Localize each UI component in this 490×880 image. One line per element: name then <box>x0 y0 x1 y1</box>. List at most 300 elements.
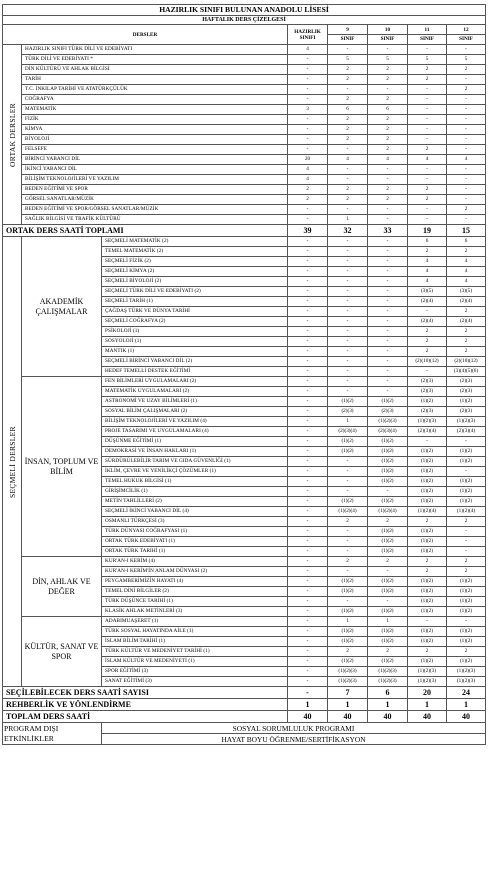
value-cell: - <box>288 257 328 267</box>
value-cell: - <box>288 215 328 225</box>
ortak-row <box>3 215 486 225</box>
value-cell: 2 <box>408 347 447 357</box>
value-cell: - <box>368 277 408 287</box>
value-cell: (1)(2)(4) <box>368 507 408 517</box>
program-disi-item: SOSYAL SORUMLULUK PROGRAMI <box>102 723 486 734</box>
value-cell: 2 <box>408 185 447 195</box>
value-cell: (1)(2) <box>408 577 447 587</box>
value-cell: - <box>408 85 447 95</box>
value-cell: (1)(2) <box>368 587 408 597</box>
value-cell: 4 <box>408 257 447 267</box>
value-cell: - <box>368 175 408 185</box>
value-cell: - <box>328 337 368 347</box>
value-cell: 5 <box>408 55 447 65</box>
course-name: T.C. İNKILAP TARİHİ VE ATATÜRKÇÜLÜK <box>22 85 288 95</box>
value-cell: - <box>328 145 368 155</box>
value-cell: - <box>288 357 328 367</box>
program-disi-item: HAYAT BOYU ÖĞRENME/SERTİFİKASYON <box>102 734 486 745</box>
value-cell: 2 <box>408 195 447 205</box>
value-cell: (1)(2) <box>328 607 368 617</box>
value-cell: (1)(2) <box>447 587 486 597</box>
value-cell: (1)(2) <box>447 487 486 497</box>
value-cell: 2 <box>368 115 408 125</box>
course-name: SEÇMELİ MATEMATİK (2) <box>102 237 288 247</box>
value-cell: (1)(2) <box>368 547 408 557</box>
ortak-row <box>3 165 486 175</box>
value-cell: 2 <box>447 567 486 577</box>
value-cell: (1)(2) <box>408 637 447 647</box>
value-cell: - <box>368 317 408 327</box>
value-cell: 2 <box>288 195 328 205</box>
value-cell: - <box>288 667 328 677</box>
summary-cell: 40 <box>408 711 447 723</box>
ortak-row <box>3 55 486 65</box>
value-cell: (1)(2)(3) <box>408 417 447 427</box>
course-name: DEMOKRASİ VE İNSAN HAKLARI (1) <box>102 447 288 457</box>
value-cell: - <box>447 467 486 477</box>
value-cell: - <box>288 677 328 687</box>
ortak-row <box>3 185 486 195</box>
value-cell: - <box>288 617 328 627</box>
value-cell: (1)(2) <box>408 627 447 637</box>
program-disi-row <box>3 723 486 734</box>
value-cell: (1)(2) <box>447 597 486 607</box>
sinif-label: SINIF <box>447 35 486 45</box>
value-cell: - <box>288 407 328 417</box>
course-name: TÜRK DÜŞÜNCE TARİHİ (1) <box>102 597 288 607</box>
value-cell: (1)(2) <box>447 607 486 617</box>
ortak-row <box>3 125 486 135</box>
value-cell: (1)(2) <box>408 607 447 617</box>
value-cell: 2 <box>408 75 447 85</box>
value-cell: - <box>288 427 328 437</box>
value-cell: (1)(2) <box>368 577 408 587</box>
value-cell: - <box>288 507 328 517</box>
value-cell: - <box>288 517 328 527</box>
value-cell: - <box>368 237 408 247</box>
value-cell: 2 <box>447 205 486 215</box>
course-name: SEÇMELİ TÜRK DİLİ VE EDEBİYATI (2) <box>102 287 288 297</box>
value-cell: (3)(4)(5)(6) <box>447 367 486 377</box>
value-cell: (1)(2) <box>447 397 486 407</box>
value-cell: - <box>368 347 408 357</box>
value-cell: (1)(2) <box>447 657 486 667</box>
value-cell: - <box>368 487 408 497</box>
course-name: FELSEFE <box>22 145 288 155</box>
value-cell: (1)(2) <box>408 477 447 487</box>
course-name: SEÇMELİ BİYOLOJİ (2) <box>102 277 288 287</box>
value-cell: - <box>328 457 368 467</box>
course-name: GİRİŞİMCİLİK (1) <box>102 487 288 497</box>
course-name: TÜRK DÜNYASI COĞRAFYASI (1) <box>102 527 288 537</box>
value-cell: (1)(2) <box>368 437 408 447</box>
value-cell: - <box>288 267 328 277</box>
value-cell: 3 <box>288 105 328 115</box>
value-cell: - <box>408 205 447 215</box>
course-name: FİZİK <box>22 115 288 125</box>
course-name: DÜŞÜNME EĞİTİMİ (1) <box>102 437 288 447</box>
value-cell: (1)(2) <box>328 437 368 447</box>
value-cell: (1)(2) <box>447 477 486 487</box>
value-cell: - <box>447 185 486 195</box>
value-cell: - <box>288 55 328 65</box>
summary-cell: 1 <box>447 699 486 711</box>
value-cell: - <box>328 237 368 247</box>
value-cell: - <box>447 547 486 557</box>
course-name: TÜRK SOSYAL HAYATINDA AİLE (1) <box>102 627 288 637</box>
value-cell: (1)(2) <box>368 477 408 487</box>
course-name: TÜRK KÜLTÜR VE MEDENİYET TARİHİ (1) <box>102 647 288 657</box>
value-cell: - <box>328 247 368 257</box>
value-cell: (1)(2) <box>447 497 486 507</box>
ortak-row <box>3 205 486 215</box>
value-cell: - <box>447 125 486 135</box>
value-cell: 4 <box>408 267 447 277</box>
value-cell: - <box>328 527 368 537</box>
course-name: MANTIK (1) <box>102 347 288 357</box>
value-cell: - <box>328 277 368 287</box>
value-cell: 1 <box>328 417 368 427</box>
course-name: KUR'AN-I KERİM'İN ANLAM DÜNYASI (2) <box>102 567 288 577</box>
summary-cell: 40 <box>288 711 328 723</box>
summary-row <box>3 699 486 711</box>
value-cell: (1)(2)(4) <box>328 507 368 517</box>
total-cell: 15 <box>447 225 486 237</box>
course-name: ORTAK TÜRK EDEBİYATI (1) <box>102 537 288 547</box>
value-cell: 2 <box>447 517 486 527</box>
value-cell: 2 <box>368 647 408 657</box>
ortak-row <box>3 115 486 125</box>
value-cell: (1)(2)(3) <box>368 677 408 687</box>
title-row <box>3 5 486 16</box>
value-cell: (2)(3) <box>328 407 368 417</box>
value-cell: (1)(2) <box>408 467 447 477</box>
value-cell: - <box>447 135 486 145</box>
value-cell: (1)(2) <box>368 457 408 467</box>
ortak-row <box>3 85 486 95</box>
secmeli-row <box>3 377 486 387</box>
value-cell: 2 <box>328 557 368 567</box>
value-cell: - <box>368 327 408 337</box>
value-cell: - <box>288 527 328 537</box>
ortak-row <box>3 145 486 155</box>
summary-cell: 6 <box>368 687 408 699</box>
value-cell: - <box>288 477 328 487</box>
value-cell: 2 <box>368 557 408 567</box>
value-cell: (2)(4) <box>447 317 486 327</box>
ortak-row <box>3 65 486 75</box>
value-cell: 2 <box>447 647 486 657</box>
value-cell: 5 <box>447 55 486 65</box>
summary-cell: 20 <box>408 687 447 699</box>
course-name: SOSYOLOJİ (1) <box>102 337 288 347</box>
program-disi-label: PROGRAM DIŞI ETKİNLİKLER <box>3 723 102 745</box>
course-name: KUR'AN-I KERİM (4) <box>102 557 288 567</box>
value-cell: - <box>447 617 486 627</box>
value-cell: - <box>288 125 328 135</box>
value-cell: - <box>368 287 408 297</box>
value-cell: 2 <box>328 185 368 195</box>
course-name: SEÇMELİ FİZİK (2) <box>102 257 288 267</box>
summary-cell: 1 <box>288 699 328 711</box>
value-cell: - <box>288 297 328 307</box>
value-cell: - <box>328 367 368 377</box>
value-cell: (2)(3) <box>447 407 486 417</box>
value-cell: (2)(3)(4) <box>328 427 368 437</box>
value-cell: - <box>328 387 368 397</box>
value-cell: 2 <box>328 195 368 205</box>
value-cell: (1)(2) <box>328 587 368 597</box>
value-cell: 4 <box>447 267 486 277</box>
value-cell: - <box>288 65 328 75</box>
value-cell: - <box>408 125 447 135</box>
value-cell: 6 <box>447 237 486 247</box>
course-name: ÇAĞDAŞ TÜRK VE DÜNYA TARİHİ <box>102 307 288 317</box>
grade-header: 12 <box>447 25 486 35</box>
value-cell: - <box>288 287 328 297</box>
value-cell: 2 <box>447 65 486 75</box>
value-cell: 2 <box>328 647 368 657</box>
course-name: BEDEN EĞİTİMİ VE SPOR <box>22 185 288 195</box>
value-cell: - <box>288 307 328 317</box>
value-cell: - <box>328 597 368 607</box>
course-name: BİLİŞİM TEKNOLOJİLERİ VE YAZILIM (4) <box>102 417 288 427</box>
value-cell: - <box>408 105 447 115</box>
subtitle-row <box>3 16 486 25</box>
value-cell: - <box>328 327 368 337</box>
value-cell: (1)(2) <box>328 497 368 507</box>
summary-cell: 7 <box>328 687 368 699</box>
value-cell: - <box>328 477 368 487</box>
value-cell: - <box>328 267 368 277</box>
value-cell: - <box>368 567 408 577</box>
course-name: SEÇMELİ BİRİNCİ YABANCI DİL (2) <box>102 357 288 367</box>
secmeli-row <box>3 617 486 627</box>
value-cell: (2)(3)(4) <box>408 427 447 437</box>
value-cell: 4 <box>447 277 486 287</box>
value-cell: 2 <box>288 185 328 195</box>
course-name: TARİH <box>22 75 288 85</box>
value-cell: - <box>288 487 328 497</box>
value-cell: (1)(2)(3) <box>408 667 447 677</box>
value-cell: 2 <box>408 145 447 155</box>
value-cell: (1)(2)(4) <box>447 507 486 517</box>
value-cell: - <box>328 357 368 367</box>
secmeli-row <box>3 557 486 567</box>
secmeli-row <box>3 237 486 247</box>
value-cell: 4 <box>447 257 486 267</box>
value-cell: (2)(3) <box>447 387 486 397</box>
value-cell: (1)(2) <box>447 627 486 637</box>
value-cell: (1)(2) <box>368 527 408 537</box>
value-cell: - <box>328 297 368 307</box>
value-cell: - <box>288 237 328 247</box>
page-title: HAZIRLIK SINIFI BULUNAN ANADOLU LİSESİ <box>3 5 486 16</box>
value-cell: 2 <box>408 247 447 257</box>
course-name: BEDEN EĞİTİMİ VE SPOR/GÖRSEL SANATLAR/MÜZİK <box>22 205 288 215</box>
value-cell: - <box>328 347 368 357</box>
sinif-label: SINIF <box>328 35 368 45</box>
course-name: ASTRONOMİ VE UZAY BİLİMLERİ (1) <box>102 397 288 407</box>
value-cell: 2 <box>447 327 486 337</box>
value-cell: - <box>368 367 408 377</box>
value-cell: (2)(3) <box>447 377 486 387</box>
value-cell: - <box>288 337 328 347</box>
value-cell: 2 <box>368 75 408 85</box>
value-cell: - <box>408 135 447 145</box>
value-cell: - <box>447 215 486 225</box>
ortak-row <box>3 105 486 115</box>
subgroup-label: DİN, AHLAK VE DEĞER <box>22 557 102 617</box>
value-cell: 2 <box>368 125 408 135</box>
value-cell: - <box>288 597 328 607</box>
course-name: PEYGAMBERİMİZİN HAYATI (4) <box>102 577 288 587</box>
value-cell: - <box>288 457 328 467</box>
value-cell: 2 <box>408 517 447 527</box>
summary-cell: 40 <box>368 711 408 723</box>
value-cell: 6 <box>408 237 447 247</box>
value-cell: - <box>328 257 368 267</box>
course-name: COĞRAFYA <box>22 95 288 105</box>
value-cell: - <box>408 307 447 317</box>
value-cell: 2 <box>368 517 408 527</box>
value-cell: - <box>447 437 486 447</box>
subgroup-label: AKADEMİK ÇALIŞMALAR <box>22 237 102 377</box>
subgroup-label: KÜLTÜR, SANAT VE SPOR <box>22 617 102 687</box>
value-cell: (1)(2) <box>408 447 447 457</box>
ortak-row <box>3 135 486 145</box>
course-name: GÖRSEL SANATLAR/MÜZİK <box>22 195 288 205</box>
course-name: BİRİNCİ YABANCI DİL <box>22 155 288 165</box>
value-cell: - <box>328 85 368 95</box>
value-cell: 4 <box>288 165 328 175</box>
value-cell: 2 <box>447 307 486 317</box>
course-name: TEMEL HUKUK BİLGİSİ (1) <box>102 477 288 487</box>
value-cell: (2)(10)(12) <box>447 357 486 367</box>
value-cell: (2)(3) <box>368 407 408 417</box>
value-cell: 6 <box>328 105 368 115</box>
value-cell: (1)(2) <box>368 397 408 407</box>
value-cell: - <box>288 627 328 637</box>
value-cell: 2 <box>447 337 486 347</box>
value-cell: - <box>408 437 447 447</box>
value-cell: - <box>408 175 447 185</box>
value-cell: - <box>288 135 328 145</box>
value-cell: (1)(2)(3) <box>447 677 486 687</box>
value-cell: - <box>288 537 328 547</box>
value-cell: - <box>288 277 328 287</box>
value-cell: - <box>368 85 408 95</box>
course-name: İSLAM KÜLTÜR VE MEDENİYETİ (1) <box>102 657 288 667</box>
value-cell: 1 <box>328 617 368 627</box>
value-cell: (1)(2) <box>408 597 447 607</box>
grade-header: 10 <box>368 25 408 35</box>
value-cell: - <box>368 297 408 307</box>
value-cell: 4 <box>447 155 486 165</box>
sinif-label: SINIF <box>408 35 447 45</box>
value-cell: 2 <box>328 75 368 85</box>
value-cell: (1)(2) <box>368 497 408 507</box>
course-name: SEÇMELİ İKİNCİ YABANCI DİL (4) <box>102 507 288 517</box>
grade-header: 11 <box>408 25 447 35</box>
value-cell: - <box>408 45 447 55</box>
course-name: METİN TAHLİLLERİ (2) <box>102 497 288 507</box>
course-name: HEDEF TEMELLİ DESTEK EĞİTİMİ <box>102 367 288 377</box>
value-cell: - <box>328 287 368 297</box>
value-cell: - <box>368 307 408 317</box>
value-cell: (1)(2) <box>447 637 486 647</box>
course-name: ORTAK TÜRK TARİHİ (1) <box>102 547 288 557</box>
value-cell: 2 <box>368 135 408 145</box>
value-cell: (1)(2) <box>408 547 447 557</box>
value-cell: 4 <box>408 277 447 287</box>
value-cell: 2 <box>368 195 408 205</box>
summary-label: SEÇİLEBİLECEK DERS SAATİ SAYISI <box>3 687 288 699</box>
value-cell: - <box>447 195 486 205</box>
course-name: SANAT EĞİTİMİ (3) <box>102 677 288 687</box>
value-cell: (1)(2) <box>447 457 486 467</box>
summary-cell: 40 <box>447 711 486 723</box>
value-cell: - <box>288 577 328 587</box>
value-cell: 4 <box>408 155 447 165</box>
value-cell: - <box>288 387 328 397</box>
value-cell: (1)(2) <box>447 447 486 457</box>
course-name: İKLİM, ÇEVRE VE YENİLİKÇİ ÇÖZÜMLER (1) <box>102 467 288 477</box>
value-cell: - <box>368 267 408 277</box>
ortak-row <box>3 155 486 165</box>
value-cell: 2 <box>447 247 486 257</box>
value-cell: - <box>288 115 328 125</box>
value-cell: - <box>328 317 368 327</box>
value-cell: (2)(4) <box>408 317 447 327</box>
value-cell: (1)(2)(3) <box>447 667 486 677</box>
summary-row <box>3 687 486 699</box>
course-name: DİN KÜLTÜRÜ VE AHLAK BİLGİSİ <box>22 65 288 75</box>
value-cell: 2 <box>408 647 447 657</box>
value-cell: 1 <box>328 215 368 225</box>
value-cell: (1)(2) <box>408 397 447 407</box>
value-cell: (2)(3) <box>408 407 447 417</box>
sinif-label: SINIF <box>368 35 408 45</box>
value-cell: - <box>288 557 328 567</box>
value-cell: - <box>368 257 408 267</box>
value-cell: - <box>288 587 328 597</box>
value-cell: - <box>288 95 328 105</box>
value-cell: - <box>447 105 486 115</box>
value-cell: (1)(2) <box>368 607 408 617</box>
value-cell: - <box>288 377 328 387</box>
value-cell: (1)(2)(4) <box>408 507 447 517</box>
value-cell: (2)(10)(12) <box>408 357 447 367</box>
value-cell: 5 <box>368 55 408 65</box>
value-cell: - <box>447 145 486 155</box>
value-cell: - <box>288 367 328 377</box>
summary-row <box>3 711 486 723</box>
value-cell: - <box>447 527 486 537</box>
course-name: MATEMATİK UYGULAMALARI (2) <box>102 387 288 397</box>
value-cell: - <box>368 45 408 55</box>
value-cell: - <box>447 95 486 105</box>
value-cell: - <box>288 607 328 617</box>
value-cell: 2 <box>447 85 486 95</box>
column-header-row <box>3 25 486 35</box>
course-name: SOSYAL BİLİM ÇALIŞMALARI (2) <box>102 407 288 417</box>
value-cell: - <box>288 437 328 447</box>
value-cell: (1)(2) <box>328 627 368 637</box>
value-cell: 6 <box>368 105 408 115</box>
value-cell: - <box>288 417 328 427</box>
course-name: OSMANLI TÜRKÇESİ (3) <box>102 517 288 527</box>
